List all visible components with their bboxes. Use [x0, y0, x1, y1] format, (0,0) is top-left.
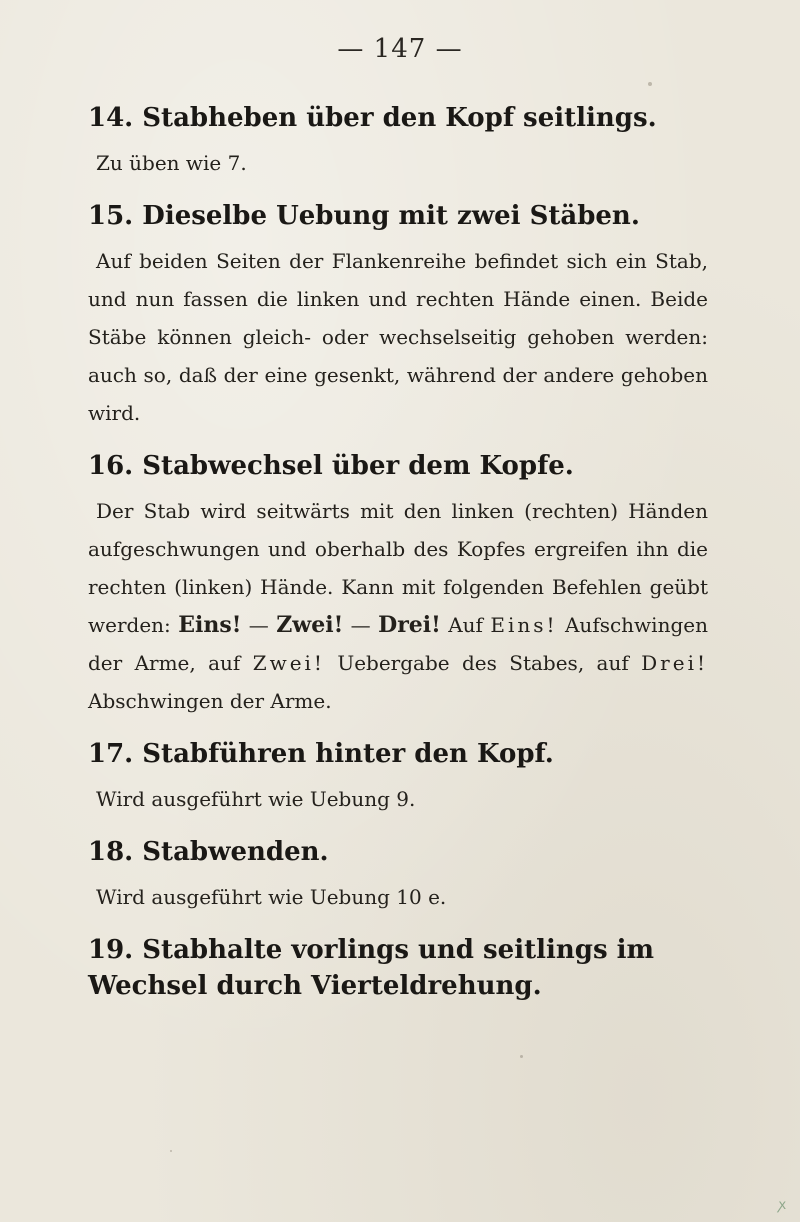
spaced-zwei: Zwei! [252, 651, 325, 675]
exercise-18-heading: 18. Stabwenden. [88, 837, 329, 867]
exercise-14-text: Zu üben wie 7. [96, 151, 247, 175]
exercise-16-text-c: Aufschwingen der Arme, auf [88, 613, 708, 675]
corner-mark: ꭗ [778, 1197, 786, 1213]
exercise-19-heading: 19. Stabhalte vorlings und seitlings im Wechsel durch Vierteldrehung. [88, 935, 655, 1001]
exercise-17-text: Wird ausgeführt wie Uebung 9. [96, 787, 416, 811]
exercise-16-text [88, 492, 708, 720]
exercise-14-heading: 14. Stabheben über den Kopf seitlings. [88, 103, 657, 133]
exercise-16-heading: 16. Stabwechsel über dem Kopfe. [88, 451, 574, 481]
command-eins: Eins! [178, 612, 242, 638]
paper-speck [648, 82, 652, 86]
exercise-17-heading: 17. Stabführen hinter den Kopf. [88, 739, 554, 769]
command-drei: Drei! [378, 612, 441, 638]
page-number: — 147 — [337, 34, 463, 64]
paper-speck [520, 1055, 523, 1058]
page-body [88, 100, 708, 1012]
exercise-15-text: Auf beiden Seiten der Flankenreihe befindet sich ein Stab, und nun fassen die linken und rechten Hände einen. Beide Stäbe können gleich- oder wechselseitig gehoben werden: auch so, daß der eine gesenkt, während der andere gehoben wird. [88, 249, 708, 425]
command-separator: — [241, 613, 277, 637]
exercise-15-heading: 15. Dieselbe Uebung mit zwei Stäben. [88, 201, 640, 231]
exercise-16-text-e: Abschwingen der Arme. [88, 689, 332, 713]
exercise-16-text-b: Auf [440, 613, 491, 637]
exercise-18-text: Wird ausgeführt wie Uebung 10 e. [96, 885, 447, 909]
spaced-eins: Eins! [490, 613, 558, 637]
command-zwei: Zwei! [276, 612, 344, 638]
command-separator: — [343, 613, 379, 637]
exercise-16-text-d: Uebergabe des Stabes, auf [324, 651, 642, 675]
exercise-16-text-a: Der Stab wird seitwärts mit den linken (rechten) Händen aufgeschwungen und oberhalb des Kopfes ergreifen ihn die rechten (linken) Hände. Kann mit folgenden Befehlen geübt werden: [88, 499, 708, 637]
paper-speck [170, 1150, 172, 1152]
spaced-drei: Drei! [641, 651, 709, 675]
